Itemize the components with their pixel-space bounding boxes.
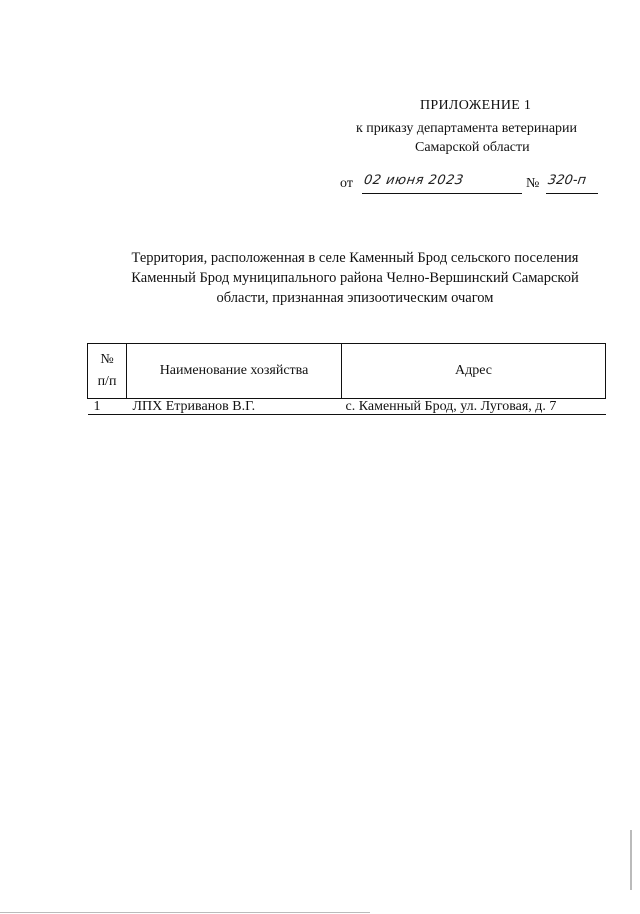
- scan-edge-mark: [630, 830, 632, 890]
- order-date-field: [362, 173, 522, 194]
- farms-table: [87, 343, 606, 415]
- order-from-label: от: [340, 176, 353, 191]
- table-header-row: [88, 344, 606, 399]
- row-number: 1: [88, 399, 127, 415]
- order-number-handwritten: 320-п: [546, 173, 588, 188]
- heading-line: области, признанная эпизоотическим очагом: [216, 290, 494, 306]
- row-address: с. Каменный Брод, ул. Луговая, д. 7: [342, 399, 606, 415]
- heading-line: Территория, расположенная в селе Каменный Брод сельского поселения: [131, 250, 579, 266]
- appendix-region: Самарской области: [415, 140, 530, 155]
- order-date-handwritten: 02 июня 2023: [362, 173, 465, 188]
- heading-line: Каменный Брод муниципального района Челно-Вершинский Самарской: [131, 270, 579, 286]
- appendix-reference: к приказу департамента ветеринарии: [356, 121, 578, 136]
- appendix-title: ПРИЛОЖЕНИЕ 1: [420, 98, 532, 113]
- row-farm-name: ЛПХ Етриванов В.Г.: [127, 399, 342, 415]
- header-farm-name: Наименование хозяйства: [127, 344, 342, 399]
- header-address: Адрес: [342, 344, 606, 399]
- order-date-number: [340, 173, 600, 195]
- header-number-line1: №: [100, 352, 114, 367]
- scan-edge-mark: [0, 912, 370, 913]
- table-row: [88, 399, 606, 415]
- order-number-field: [546, 173, 598, 194]
- document-heading: [90, 248, 620, 308]
- order-number-label: №: [526, 176, 540, 191]
- header-number: [88, 344, 127, 399]
- header-number-line2: п/п: [97, 374, 117, 389]
